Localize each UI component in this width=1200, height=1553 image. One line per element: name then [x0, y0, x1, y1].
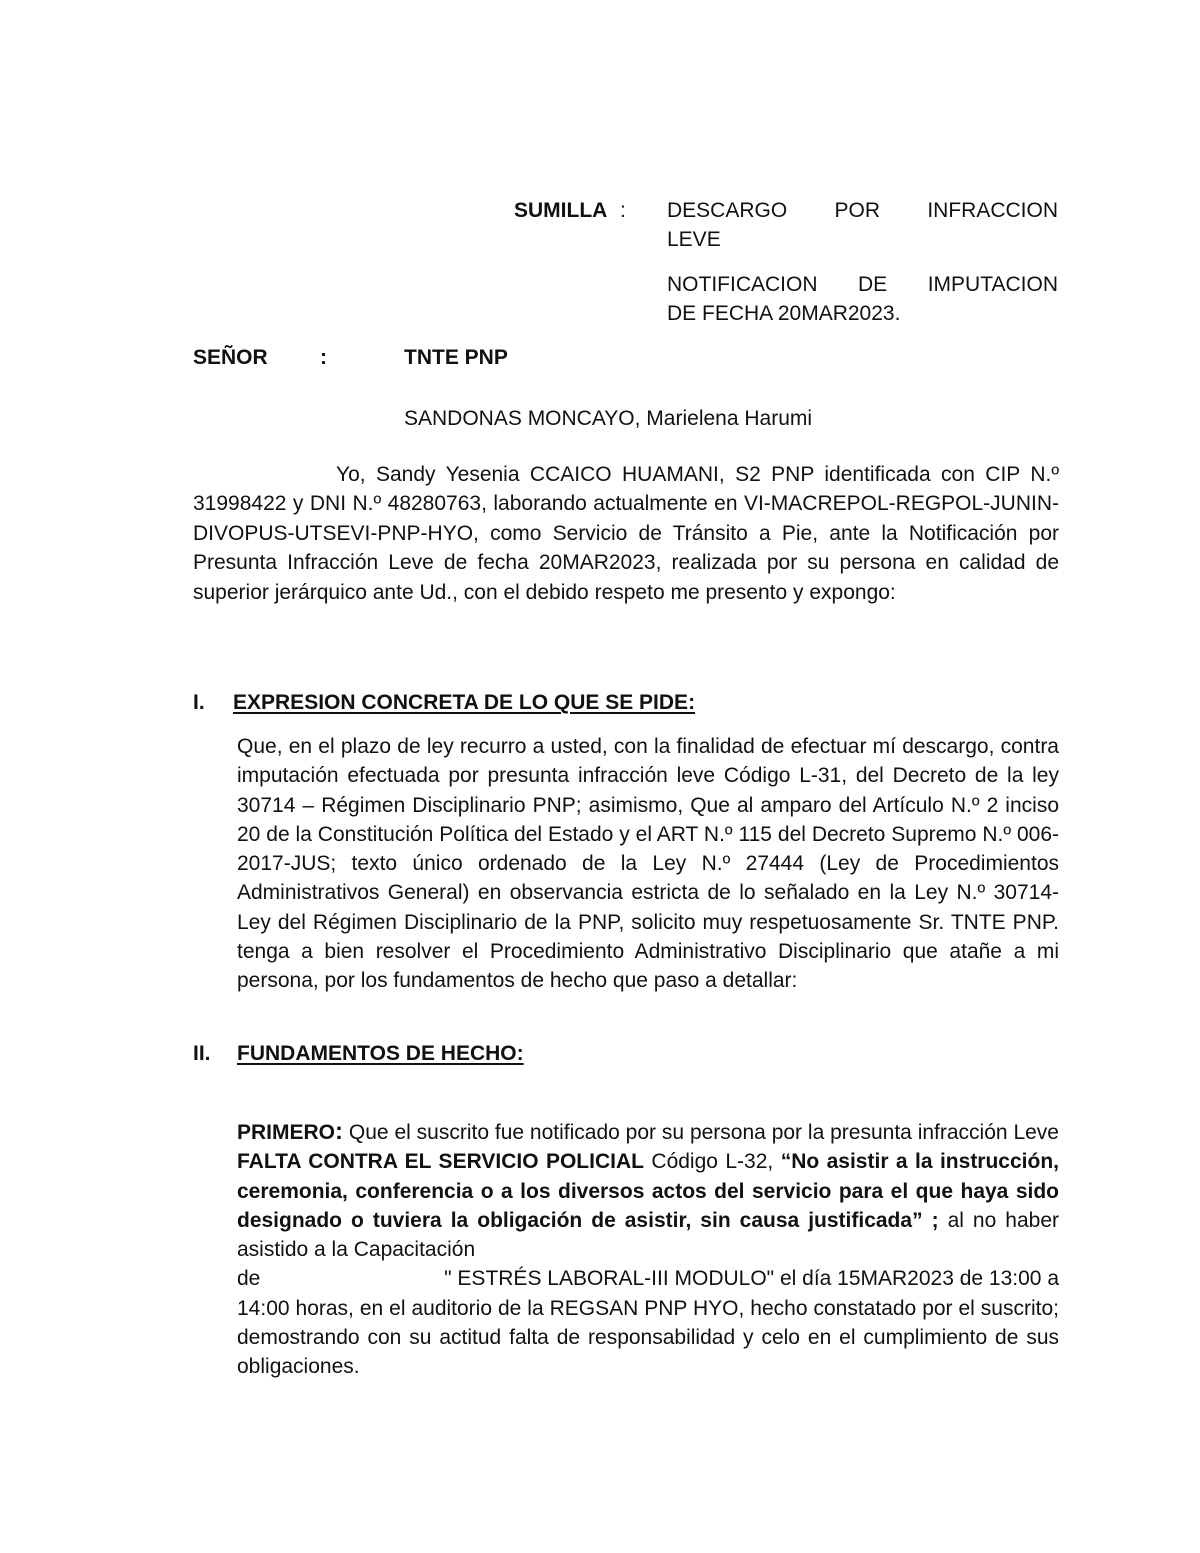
primero-text-2: Código L-32,: [643, 1150, 781, 1174]
primero-quote: “No asistir a la instrucción, ceremonia, conferencia o a los diversos actos del servicio para el que haya sido designado o tuviera la obligación de asistir, sin causa justificada” ;: [237, 1150, 1059, 1232]
sumilla-notification: [667, 270, 1058, 328]
primero-capacitation-line: [237, 1264, 1059, 1293]
primero-main-text: [237, 1117, 1059, 1264]
primero-falta: FALTA CONTRA EL SERVICIO POLICIAL: [237, 1150, 644, 1174]
sumilla-subject-line2: LEVE: [667, 228, 721, 251]
primero-cap-de: de: [237, 1267, 261, 1291]
intro-paragraph: Yo, Sandy Yesenia CCAICO HUAMANI, S2 PNP identificada con CIP N.º 31998422 y DNI N.º 48280763, laborando actualmente en VI-MACREPOL-REGPOL-JUNIN-DIVOPUS-UTSEVI-PNP-HYO, como Servicio de Tránsito a Pie, ante la Notificación por Presunta Infracción Leve de fecha 20MAR2023, realizada por su persona en calidad de superior jerárquico ante Ud., con el debido respeto me presento y expongo:: [193, 463, 1059, 604]
sumilla-word: IMPUTACION: [927, 273, 1058, 296]
section-1-title: EXPRESION CONCRETA DE LO QUE SE PIDE:: [233, 691, 696, 714]
sumilla-word: INFRACCION: [927, 199, 1058, 222]
primero-label: PRIMERO: [237, 1121, 336, 1144]
sumilla-notification-line2: DE FECHA 20MAR2023.: [667, 302, 901, 325]
sumilla-word: NOTIFICACION: [667, 273, 818, 296]
addressee-label: SEÑOR: [193, 346, 268, 369]
sumilla-subject: [667, 196, 1058, 254]
section-2-number: II.: [193, 1042, 211, 1065]
primero-colon: :: [335, 1118, 344, 1145]
sumilla-label: SUMILLA: [514, 199, 608, 222]
addressee-colon: :: [320, 346, 327, 369]
sumilla-word: DESCARGO: [667, 199, 788, 222]
sumilla-colon: :: [620, 199, 626, 222]
primero-text-3: al no haber asistido a la Capacitación: [237, 1208, 1060, 1262]
section-2-title: FUNDAMENTOS DE HECHO:: [237, 1042, 524, 1065]
primero-text-4: 14:00 horas, en el auditorio de la REGSAN PNP HYO, hecho constatado por el suscrito; demostrando con su actitud falta de responsabilidad y celo en el cumplimiento de sus obligaciones.: [237, 1296, 1059, 1379]
addressee-rank: TNTE PNP: [404, 346, 508, 369]
sumilla-word: DE: [858, 273, 888, 296]
section-1-body: Que, en el plazo de ley recurro a usted, con la finalidad de efectuar mí descargo, contra imputación efectuada por presunta infracción leve Código L-31, del Decreto de la ley 30714 – Régimen Disciplinario PNP; asimismo, Que al amparo del Artículo N.º 2 inciso 20 de la Constitución Política del Estado y el ART N.º 115 del Decreto Supremo N.º 006-2017-JUS; texto único ordenado de la Ley N.º 27444 (Ley de Procedimientos Administrativos General) en observancia estricta de lo señalado en la Ley N.º 30714- Ley del Régimen Disciplinario de la PNP, solicito muy respetuosamente Sr. TNTE PNP. tenga a bien resolver el Procedimiento Administrativo Disciplinario que atañe a mi persona, por los fundamentos de hecho que paso a detallar:: [237, 735, 1059, 993]
primero-cap-rest: " ESTRÉS LABORAL-III MODULO" el día 15MAR2023 de 13:00 a: [444, 1267, 1059, 1291]
sumilla-word: POR: [834, 199, 881, 222]
primero-paragraph: [237, 1117, 1059, 1382]
sumilla-subject-line1: [667, 196, 1058, 225]
primero-text-1: Que el suscrito fue notificado por su persona por la presunta infracción Leve: [343, 1121, 1059, 1144]
section-1-number: I.: [193, 691, 205, 714]
addressee-name: SANDONAS MONCAYO, Marielena Harumi: [404, 407, 813, 430]
sumilla-notification-line1: [667, 270, 1058, 299]
